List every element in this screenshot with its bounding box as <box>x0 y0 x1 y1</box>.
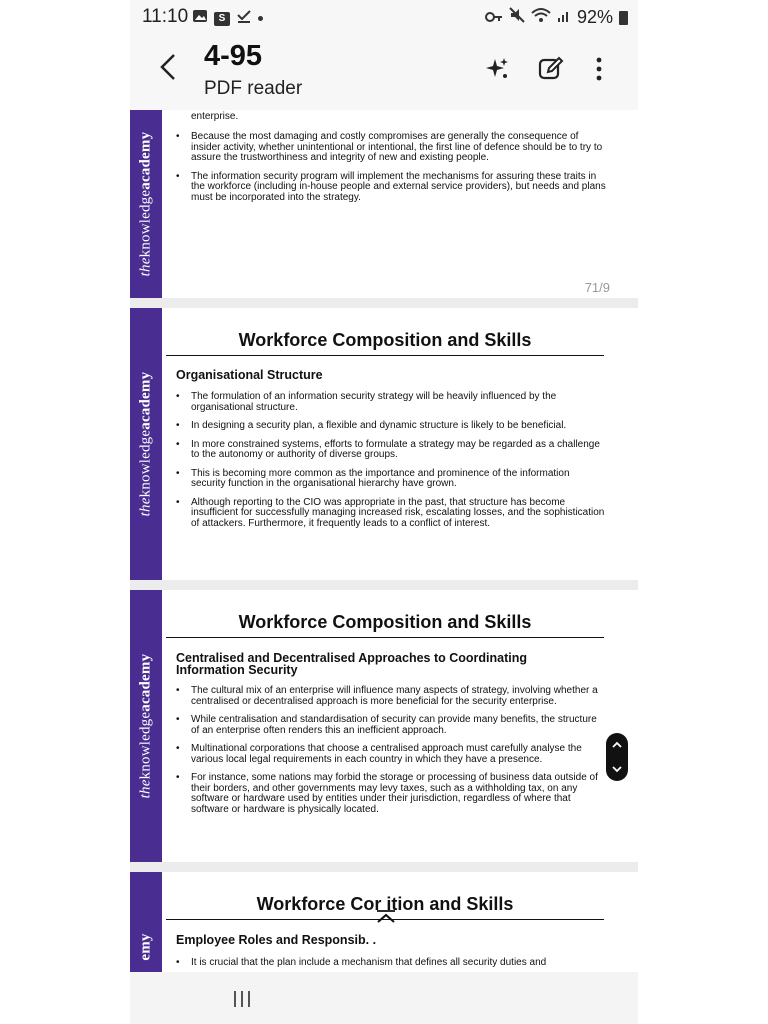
bullet-item: • In designing a security plan, a flexible and dynamic structure is likely to be beneficial. <box>176 421 606 432</box>
document-title: 4-95 <box>204 40 263 72</box>
bullet-item: • This is becoming more common as the importance and prominence of the information security function in the organisational hierarchy have grown. <box>176 469 606 490</box>
back-arrow-icon <box>158 52 178 82</box>
brand-logo-text: theknowledgeacademy <box>137 653 154 799</box>
wifi-icon <box>531 7 551 28</box>
bullet-item: • Multinational corporations that choose a centralised approach must carefully analyse the various local legal requirements in each country in which they have a presence. <box>176 744 606 765</box>
expand-toolbar-handle[interactable] <box>374 910 398 924</box>
brand-band <box>130 590 162 862</box>
back-button[interactable] <box>158 52 182 86</box>
slide-subtitle: Centralised and Decentralised Approaches to Coordinating Information Security <box>176 651 527 677</box>
signal-icon <box>557 7 571 28</box>
page-text-fragment: enterprise. <box>191 111 239 122</box>
slide-title: Workforce Composition and Skills <box>166 612 604 638</box>
pdf-page <box>130 110 638 298</box>
pdf-page <box>130 308 638 580</box>
system-icons <box>485 7 628 28</box>
bullet-item: • The information security program will implement the mechanisms for assuring these traits in the workforce (including in-house people and external service providers), but needs and plans must be incorporated into the strategy. <box>176 172 606 204</box>
pdf-viewer[interactable] <box>130 110 638 972</box>
recents-icon <box>232 990 252 1008</box>
bullet-item: • For instance, some nations may forbid the storage or processing of business data outside of their borders, and other governments may levy taxes, such as a withholding tax, on any software or hardware used by entities under their jurisdiction, regardless of where that software or hardware is physically located. <box>176 773 606 815</box>
phone-screen <box>130 0 638 1024</box>
bullet-list <box>176 132 606 211</box>
app-header <box>130 34 638 110</box>
edit-button[interactable] <box>536 54 566 84</box>
bullet-list <box>176 958 606 972</box>
slide-title: Workforce Composition and Skills <box>166 330 604 356</box>
chevron-up-icon <box>374 910 398 924</box>
mute-icon <box>509 7 525 28</box>
ai-assist-button[interactable] <box>482 54 512 84</box>
bullet-item: • The formulation of an information security strategy will be heavily influenced by the organisational structure. <box>176 392 606 413</box>
ai-sparkle-icon <box>484 56 510 82</box>
page-scroll-control[interactable] <box>606 733 628 781</box>
pdf-page <box>130 590 638 862</box>
edit-icon <box>538 56 564 82</box>
notification-icons <box>192 9 263 28</box>
status-time: 11:10 <box>142 6 189 27</box>
bullet-item: • Although reporting to the CIO was appropriate in the past, that structure has become insufficient for successfully managing increased risk, escalating losses, and the sophistication of attackers. Furthermore, it frequently leads to a conflict of interest. <box>176 498 606 530</box>
bullet-item: • In more constrained systems, efforts to formulate a strategy may be regarded as a challenge to the autonomy or authority of diverse groups. <box>176 440 606 461</box>
bullet-item: • Because the most damaging and costly compromises are generally the consequence of insider activity, whether unintentional or intentional, the first line of defence should be to try to assure the trustworthiness and integrity of new and existing people. <box>176 132 606 164</box>
battery-percent: 92% <box>576 7 613 27</box>
download-done-icon <box>236 9 252 28</box>
bullet-item: • The cultural mix of an enterprise will influence many aspects of strategy, involving whether a centralised or decentralised approach is more beneficial for the security enterprise. <box>176 686 606 707</box>
battery-icon <box>619 11 628 25</box>
bullet-list <box>176 392 606 537</box>
recents-button[interactable] <box>232 990 252 1013</box>
brand-band <box>130 872 162 972</box>
brand-logo-text: theknowledgeacademy <box>137 371 154 517</box>
s-app-icon: S <box>214 12 230 26</box>
notification-dot-icon <box>258 16 263 21</box>
more-options-button[interactable] <box>584 54 614 84</box>
page-stamp: 71/9 <box>584 280 610 295</box>
brand-band <box>130 110 162 298</box>
brand-logo-text: theknowledgeacademy <box>137 131 154 277</box>
chevron-down-icon[interactable] <box>612 765 622 773</box>
slide-title: Workforce Cor ition and Skills <box>166 894 604 920</box>
status-bar <box>130 0 638 34</box>
key-icon <box>485 7 503 28</box>
app-subtitle: PDF reader <box>204 78 303 99</box>
slide-subtitle: Organisational Structure <box>176 368 323 382</box>
gallery-icon <box>192 9 208 28</box>
bullet-list <box>176 686 606 823</box>
bullet-item: • It is crucial that the plan include a mechanism that defines all security duties and <box>176 958 606 969</box>
brand-band <box>130 308 162 580</box>
chevron-up-icon[interactable] <box>612 741 622 749</box>
brand-logo-text: emy <box>137 933 154 961</box>
system-nav-bar <box>130 972 638 1024</box>
more-vert-icon <box>595 57 603 81</box>
slide-subtitle: Employee Roles and Responsib. . <box>176 933 377 947</box>
bullet-item: • While centralisation and standardisation of security can provide many benefits, the structure of an enterprise often renders this an inefficient approach. <box>176 715 606 736</box>
